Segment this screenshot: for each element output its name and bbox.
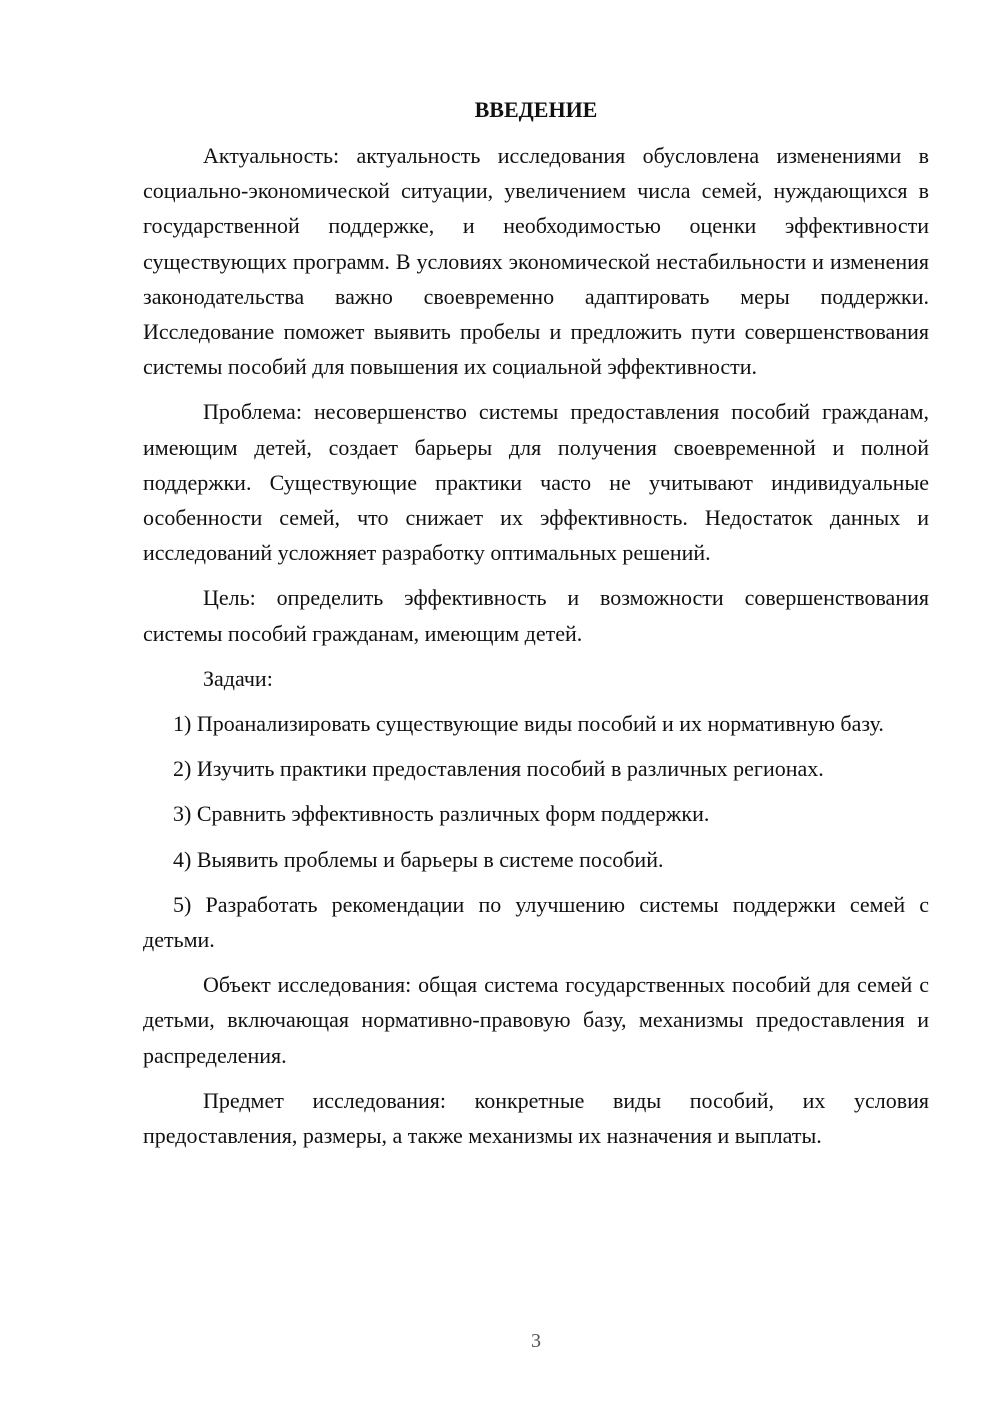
problem-paragraph: Проблема: несовершенство системы предоставления пособий гражданам, имеющим детей, создает барьеры для получения своевременной и полной поддержки. Существующие практики часто не учитывают индивидуальные особенности семей, что снижает их эффективность. Недостаток данных и исследований усложняет разработку оптимальных решений. <box>143 399 929 566</box>
relevance-paragraph: Актуальность: актуальность исследования обусловлена изменениями в социально-экономической ситуации, увеличением числа семей, нуждающихся в государственной поддержке, и необходимостью оценки эффективности существующих программ. В условиях экономической нестабильности и изменения законодательства важно своевременно адаптировать меры поддержки. Исследование поможет выявить пробелы и предложить пути совершенствования системы пособий для повышения их социальной эффективности. <box>143 143 929 380</box>
task-item-2: 2) Изучить практики предоставления пособий в различных регионах. <box>173 756 824 782</box>
task-item-5: 5) Разработать рекомендации по улучшению системы поддержки семей с детьми. <box>143 891 929 953</box>
page-number: 3 <box>531 1330 541 1352</box>
task-item-1: 1) Проанализировать существующие виды пособий и их нормативную базу. <box>173 711 884 737</box>
task-item-4: 4) Выявить проблемы и барьеры в системе пособий. <box>173 846 664 872</box>
section-title: ВВЕДЕНИЕ <box>474 97 598 122</box>
page-content <box>143 90 929 1163</box>
object-paragraph: Объект исследования: общая система государственных пособий для семей с детьми, включающая нормативно-правовую базу, механизмы предоставления и распределения. <box>143 972 929 1068</box>
task-item-3: 3) Сравнить эффективность различных форм поддержки. <box>173 801 710 827</box>
tasks-heading: Задачи: <box>203 665 273 691</box>
goal-paragraph: Цель: определить эффективность и возможности совершенствования системы пособий гражданам, имеющим детей. <box>143 585 929 646</box>
subject-paragraph: Предмет исследования: конкретные виды пособий, их условия предоставления, размеры, а также механизмы их назначения и выплаты. <box>143 1087 929 1149</box>
